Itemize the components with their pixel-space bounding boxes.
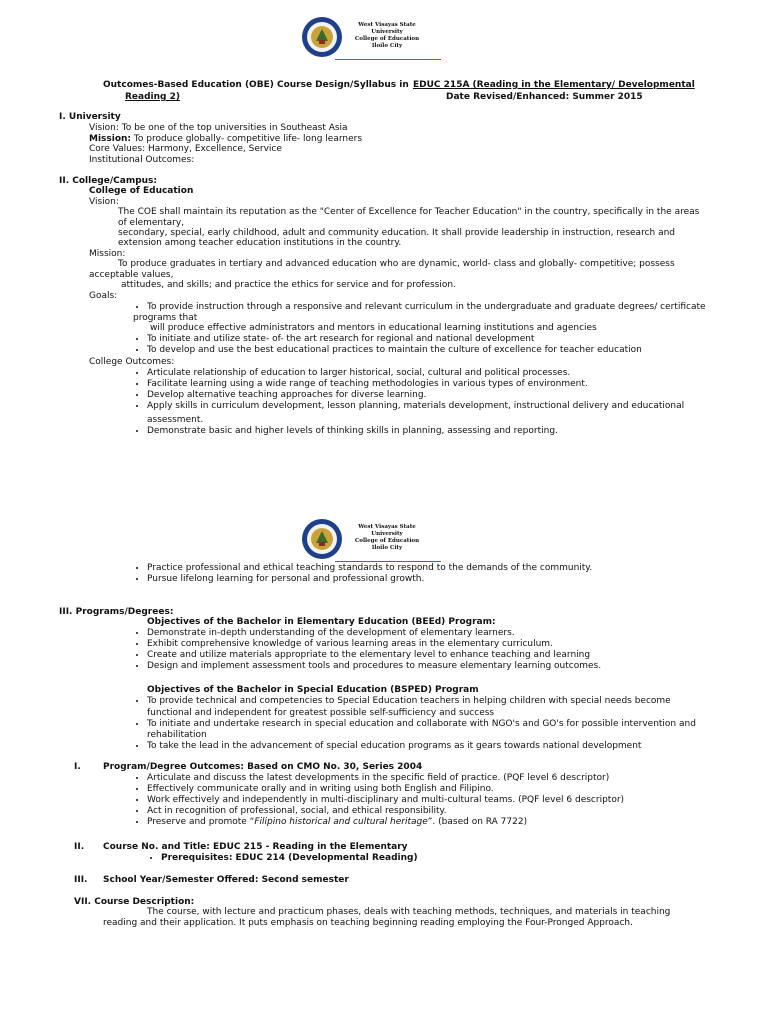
objective-text-cont: rehabilitation: [147, 730, 207, 740]
goal-text-cont: programs that: [133, 313, 198, 323]
university-seal: [301, 518, 343, 560]
list-item: [147, 334, 747, 345]
goal-text-cont: will produce effective administrators and mentors in educational learning institutions and agencies: [150, 323, 597, 333]
outcome-text: Articulate and discuss the latest developments in the specific field of practice. (PQF level 6 descriptor): [147, 773, 610, 783]
university-vision: Vision: To be one of the top universities in Southeast Asia: [89, 123, 348, 133]
list-item: [147, 426, 747, 437]
list-item: [147, 741, 747, 752]
header-rule: [335, 59, 441, 60]
mission-label: Mission:: [89, 134, 132, 144]
beed-title: Objectives of the Bachelor in Elementary Education (BEEd) Program:: [147, 617, 496, 627]
objective-text: To initiate and undertake research in special education and collaborate with NGO's and GO's for possible intervention and: [147, 719, 696, 729]
list-item: [147, 661, 747, 672]
school-year-heading: School Year/Semester Offered: Second semester: [103, 875, 349, 885]
description-line: The course, with lecture and practicum phases, deals with teaching methods, techniques, and materials in teaching: [147, 907, 671, 917]
outcome-text: Demonstrate basic and higher levels of thinking skills in planning, assessing and reporting.: [147, 426, 558, 436]
list-item: [147, 574, 747, 585]
list-item: [147, 628, 747, 639]
mission-text: To produce globally- competitive life- long learners: [131, 134, 363, 144]
objective-text: Create and utilize materials appropriate to the elementary level to enhance teaching and learning: [147, 650, 591, 660]
list-item: [147, 817, 747, 828]
header-rule: [335, 561, 441, 562]
list-item: [147, 401, 747, 412]
section-number: II.: [74, 842, 85, 852]
list-item: [147, 784, 747, 795]
college-name: College of Education: [89, 186, 194, 196]
objective-text: To provide technical and competencies to Special Education teachers in helping children with special needs become: [147, 696, 671, 706]
header-university: West Visayas State University: [358, 22, 416, 35]
header-college: College of Education: [354, 538, 420, 544]
outcome-text: Work effectively and independently in multi-disciplinary and multi-cultural teams. (PQF level 6 descriptor): [147, 795, 625, 805]
college-mission-line: To produce graduates in tertiary and advanced education who are dynamic, world- class and globally- competitive; possess: [118, 259, 675, 269]
course-title: EDUC 215A (Reading in the Elementary/ Developmental: [413, 80, 695, 90]
list-item: [147, 806, 747, 817]
section-number: I.: [74, 762, 81, 772]
list-item: [147, 719, 747, 730]
course-heading: Course No. and Title: EDUC 215 - Reading in the Elementary: [103, 842, 408, 852]
outcome-text: ”. (based on RA 7722): [427, 817, 528, 827]
list-item: [147, 696, 747, 707]
college-vision-line: The COE shall maintain its reputation as the "Center of Excellence for Teacher Education" in the country, specifically in the areas: [118, 207, 700, 217]
goal-text: To develop and use the best educational practices to maintain the culture of excellence for teacher education: [147, 345, 642, 355]
header-city: Iloilo City: [371, 43, 403, 49]
college-outcomes-list: [133, 426, 747, 437]
college-vision-line: extension among teacher education institutions in the country.: [118, 238, 402, 248]
section-number: III.: [74, 875, 88, 885]
goal-text: To provide instruction through a responsive and relevant curriculum in the undergraduate and graduate degrees/ certificate: [147, 302, 706, 312]
list-item: [147, 795, 747, 806]
college-outcomes-label: College Outcomes:: [89, 357, 175, 367]
list-item: [147, 773, 747, 784]
college-mission-line: acceptable values,: [89, 270, 174, 280]
objective-text: To take the lead in the advancement of special education programs as it gears towards national development: [147, 741, 642, 751]
prereq-text: Prerequisites: EDUC 214 (Developmental Reading): [161, 853, 418, 863]
syllabus-title: Outcomes-Based Education (OBE) Course Design/Syllabus in: [103, 80, 409, 90]
program-outcomes-heading: Program/Degree Outcomes: Based on CMO No. 30, Series 2004: [103, 762, 423, 772]
outcome-text: Articulate relationship of education to larger historical, social, cultural and political processes.: [147, 368, 571, 378]
college-mission-line: attitudes, and skills; and practice the ethics for service and for profession.: [121, 280, 456, 290]
list-item: [147, 379, 747, 390]
outcome-text: Pursue lifelong learning for personal and professional growth.: [147, 574, 425, 584]
header-city: Iloilo City: [371, 545, 403, 551]
section-programs: III. Programs/Degrees:: [59, 607, 174, 617]
description-line: reading and their application. It puts emphasis on teaching beginning reading employing the Four-Pronged Approach.: [103, 918, 633, 928]
date-revised: Date Revised/Enhanced: Summer 2015: [446, 92, 643, 102]
course-title-cont: Reading 2): [125, 92, 180, 102]
college-vision-line: of elementary,: [118, 218, 185, 228]
program-outcomes-list: [133, 773, 747, 828]
list-item: [147, 563, 747, 574]
university-seal: [301, 16, 343, 58]
college-vision-line: secondary, special, early childhood, adult and community education. It shall provide leadership in instruction, research and: [118, 228, 676, 238]
goals-list: [133, 302, 747, 313]
list-item: [147, 390, 747, 401]
header-college: College of Education: [354, 36, 420, 42]
bsped-list: [133, 719, 747, 730]
outcome-text: Preserve and promote “: [147, 817, 255, 827]
section-college: II. College/Campus:: [59, 176, 158, 186]
college-outcomes-list: [133, 368, 747, 412]
bsped-title: Objectives of the Bachelor in Special Education (BSPED) Program: [147, 685, 479, 695]
objective-text: Design and implement assessment tools and procedures to measure elementary learning outcomes.: [147, 661, 602, 671]
bsped-list: [133, 696, 747, 707]
list-item: [147, 368, 747, 379]
objective-text: Exhibit comprehensive knowledge of various learning areas in the elementary curriculum.: [147, 639, 553, 649]
outcome-text: Act in recognition of professional, social, and ethical responsibility.: [147, 806, 447, 816]
header-university: West Visayas State University: [358, 524, 416, 537]
outcome-text-cont: assessment.: [147, 415, 204, 425]
goal-text: To initiate and utilize state- of- the art research for regional and national development: [147, 334, 535, 344]
college-goals-label: Goals:: [89, 291, 118, 301]
list-item: [147, 639, 747, 650]
college-vision-label: Vision:: [89, 197, 119, 207]
list-item: [147, 302, 747, 313]
objective-text-cont: functional and independent for greatest possible self-sufficiency and success: [147, 708, 495, 718]
section-university: I. University: [59, 112, 121, 122]
outcome-text: Apply skills in curriculum development, lesson planning, materials development, instructional delivery and educational: [147, 401, 685, 411]
beed-list: [133, 628, 747, 672]
description-heading: VII. Course Description:: [74, 897, 195, 907]
outcome-text: Develop alternative teaching approaches for diverse learning.: [147, 390, 427, 400]
institutional-outcomes: Institutional Outcomes:: [89, 155, 195, 165]
list-item: [161, 853, 741, 864]
prereq-list: [147, 853, 741, 864]
college-outcomes-cont-list: [133, 563, 747, 585]
list-item: [147, 650, 747, 661]
university-core-values: Core Values: Harmony, Excellence, Service: [89, 144, 282, 154]
objective-text: Demonstrate in-depth understanding of the development of elementary learners.: [147, 628, 515, 638]
outcome-emphasis: Filipino historical and cultural heritage: [254, 817, 428, 827]
header-text: [345, 22, 429, 50]
list-item: [147, 345, 747, 356]
outcome-text: Facilitate learning using a wide range of teaching methodologies in various types of environment.: [147, 379, 588, 389]
header-text: [345, 524, 429, 552]
outcome-text: Effectively communicate orally and in writing using both English and Filipino.: [147, 784, 494, 794]
goals-list: [133, 334, 747, 356]
bsped-list: [133, 741, 747, 752]
outcome-text: Practice professional and ethical teaching standards to respond to the demands of the community.: [147, 563, 593, 573]
college-mission-label: Mission:: [89, 249, 126, 259]
